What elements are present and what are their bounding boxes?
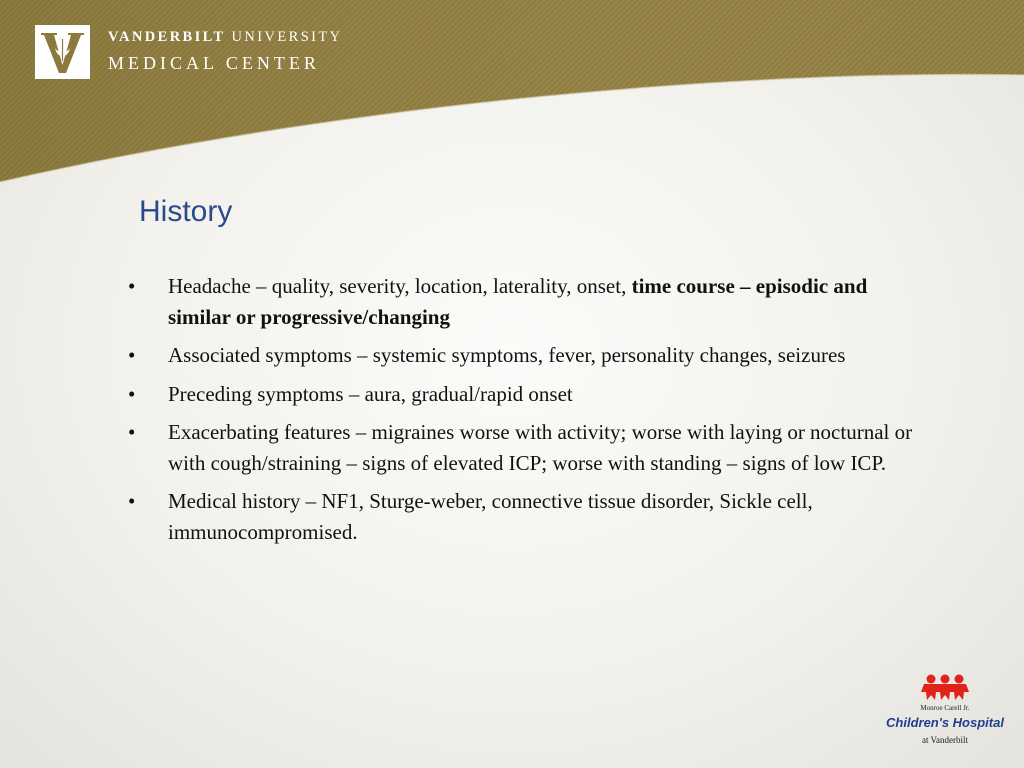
bullet-text: Headache – quality, severity, location, laterality, onset, <box>168 274 632 298</box>
org-name-vanderbilt: VANDERBILT <box>108 29 226 45</box>
hospital-logo-line1: Monroe Carell Jr. <box>920 704 970 712</box>
org-name-line1 <box>108 29 343 46</box>
org-name-university: UNIVERSITY <box>231 29 343 45</box>
bullet-text: Associated symptoms – systemic symptoms, fever, personality changes, seizures <box>168 343 846 367</box>
bullet-item <box>128 379 928 410</box>
bullet-marker: • <box>128 274 136 298</box>
bullet-item <box>128 486 928 547</box>
hospital-logo-line2: Children's Hospital <box>886 715 1004 730</box>
hospital-logo-line3: at Vanderbilt <box>921 735 969 745</box>
bullet-text: Exacerbating features – migraines worse with activity; worse with laying or nocturnal or with cough/straining – signs of elevated ICP; worse with standing – signs of low ICP. <box>168 420 913 475</box>
bullet-text: Preceding symptoms – aura, gradual/rapid onset <box>168 381 573 406</box>
bullet-text-bold: time course – episodic and similar or progressive/changing <box>168 274 868 329</box>
slide-title: History <box>139 195 233 228</box>
bullet-item <box>128 417 928 478</box>
bullet-item <box>128 340 928 371</box>
vanderbilt-oak-leaf-logo <box>35 25 90 79</box>
children-figures-icon <box>921 675 969 701</box>
childrens-hospital-logo <box>884 673 1006 753</box>
bullet-marker: • <box>128 343 136 367</box>
bullet-item <box>128 271 928 332</box>
bullet-marker: • <box>128 489 136 513</box>
bullet-marker: • <box>128 420 136 444</box>
bullet-text: Medical history – NF1, Sturge-weber, connective tissue disorder, Sickle cell, immunocompromised. <box>168 489 813 544</box>
bullet-list <box>128 271 928 555</box>
bullet-marker: • <box>128 381 136 406</box>
org-name-line2: MEDICAL CENTER <box>108 53 320 73</box>
